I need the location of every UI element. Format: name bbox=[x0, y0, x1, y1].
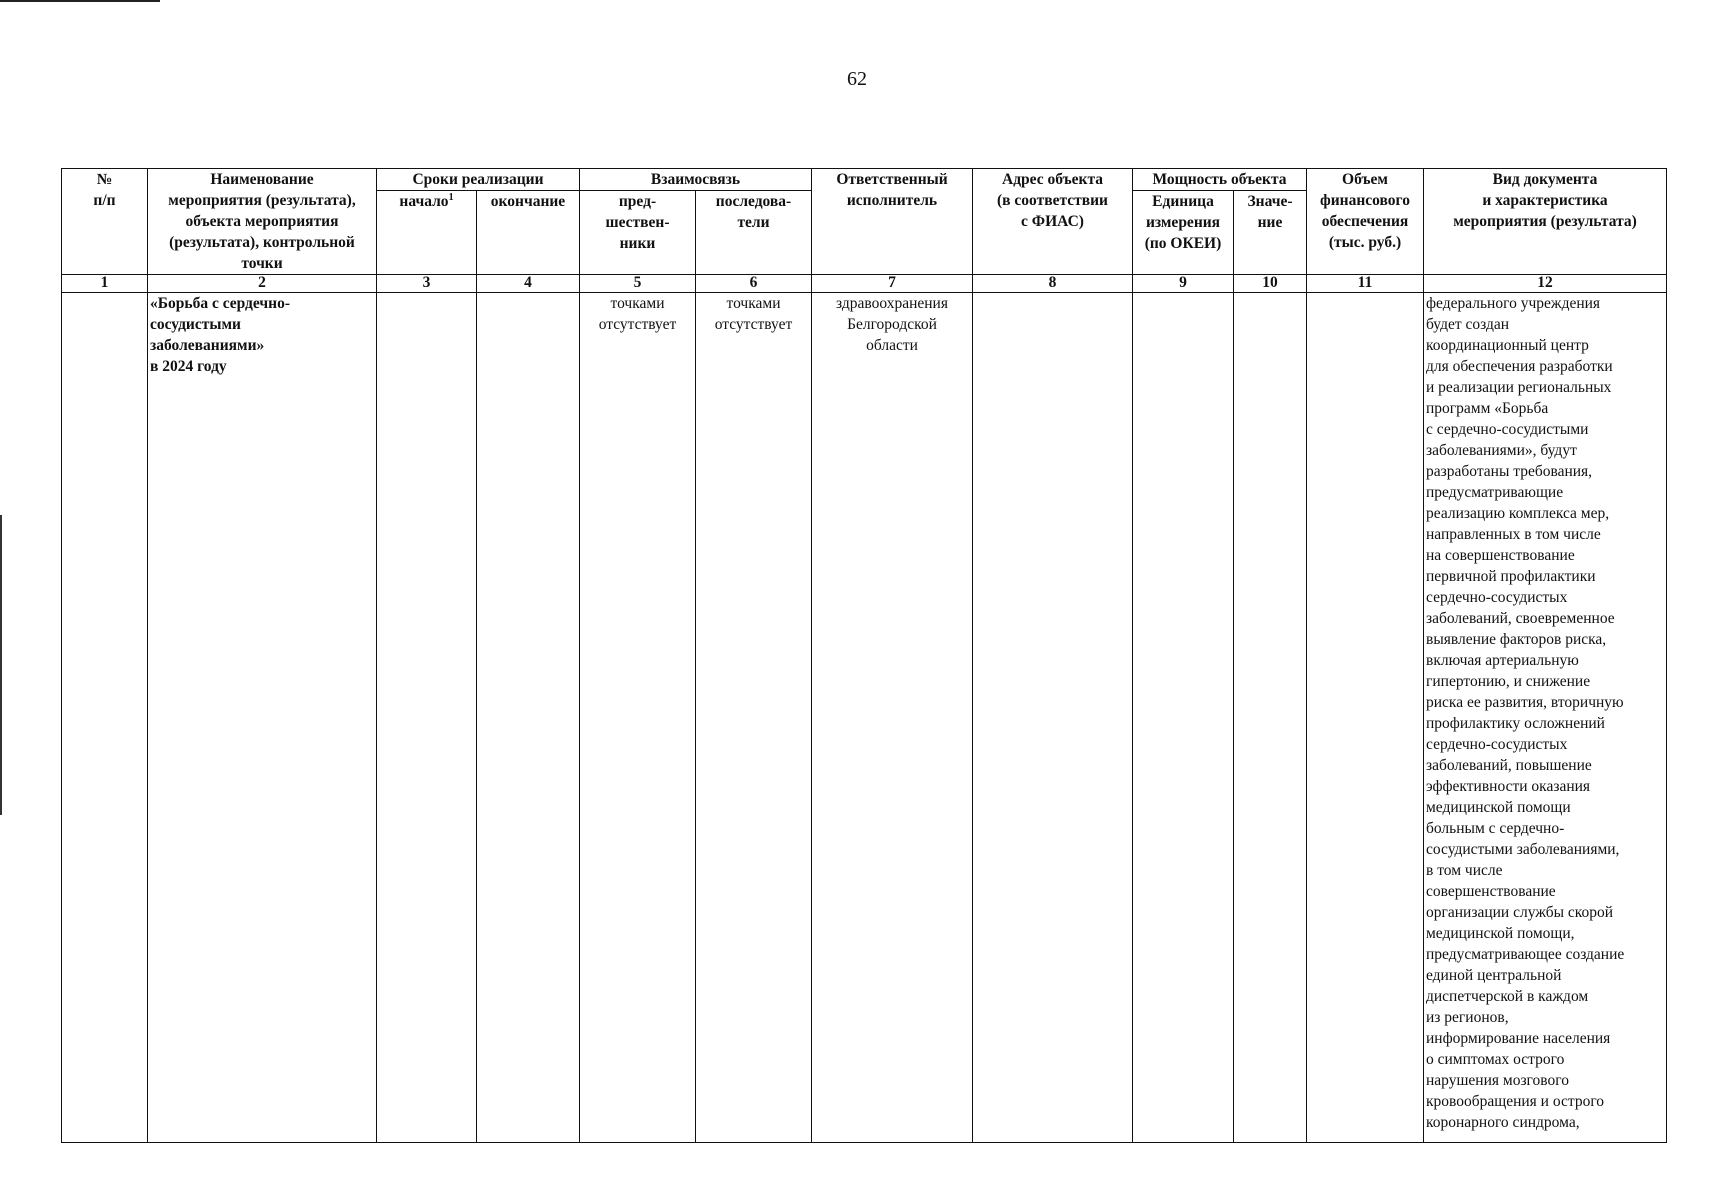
cell-successors: точками отсутствует bbox=[696, 293, 812, 1143]
header-start bbox=[377, 191, 477, 275]
header-capacity: Мощность объекта bbox=[1133, 169, 1307, 191]
column-number: 4 bbox=[477, 275, 580, 293]
cell-responsible: здравоохранения Белгородской области bbox=[812, 293, 973, 1143]
cell-value bbox=[1234, 293, 1307, 1143]
header-deadlines: Сроки реализации bbox=[377, 169, 580, 191]
column-number: 5 bbox=[580, 275, 696, 293]
column-number: 8 bbox=[973, 275, 1133, 293]
cell-address bbox=[973, 293, 1133, 1143]
column-number: 1 bbox=[62, 275, 148, 293]
cell-funding bbox=[1307, 293, 1424, 1143]
header-start-label: начало bbox=[399, 193, 449, 210]
column-number: 12 bbox=[1424, 275, 1667, 293]
header-num: № п/п bbox=[62, 169, 148, 275]
footnote-marker: 1 bbox=[448, 191, 454, 203]
column-number: 11 bbox=[1307, 275, 1424, 293]
header-name: Наименование мероприятия (результата), объекта мероприятия (результата), контрольной точки bbox=[148, 169, 377, 275]
column-number: 2 bbox=[148, 275, 377, 293]
header-relation: Взаимосвязь bbox=[580, 169, 812, 191]
header-funding: Объем финансового обеспечения (тыс. руб.) bbox=[1307, 169, 1424, 275]
page-number: 62 bbox=[847, 68, 867, 90]
cell-unit bbox=[1133, 293, 1234, 1143]
cell-predecessors: точками отсутствует bbox=[580, 293, 696, 1143]
cell-num bbox=[62, 293, 148, 1143]
cell-start bbox=[377, 293, 477, 1143]
cell-name: «Борьба с сердечно- сосудистыми заболеваниями» в 2024 году bbox=[148, 293, 377, 1143]
scan-edge-mark bbox=[0, 0, 160, 2]
header-document: Вид документа и характеристика мероприятия (результата) bbox=[1424, 169, 1667, 275]
column-number: 7 bbox=[812, 275, 973, 293]
column-number: 10 bbox=[1234, 275, 1307, 293]
header-row-top bbox=[62, 169, 1667, 191]
cell-document: федерального учреждения будет создан координационный центр для обеспечения разработки и реализации региональных программ «Борьба с сердечно-сосудистыми заболеваниями», будут разработаны требования, предусматривающие реализацию комплекса мер, направленных в том числе на совершенствование первичной профилактики сердечно-сосудистых заболеваний, своевременное выявление факторов риска, включая артериальную гипертонию, и снижение риска ее развития, вторичную профилактику осложнений сердечно-сосудистых заболеваний, повышение эффективности оказания медицинской помощи больным с сердечно- сосудистыми заболеваниями, в том числе совершенствование организации службы скорой медицинской помощи, предусматривающее создание единой центральной диспетчерской в каждом из регионов, информирование населения о симптомах острого нарушения мозгового кровообращения и острого коронарного синдрома, bbox=[1424, 293, 1667, 1143]
header-successors: последова- тели bbox=[696, 191, 812, 275]
column-number: 6 bbox=[696, 275, 812, 293]
header-responsible: Ответственный исполнитель bbox=[812, 169, 973, 275]
header-value: Значе- ние bbox=[1234, 191, 1307, 275]
header-predecessors: пред- шествен- ники bbox=[580, 191, 696, 275]
table-row bbox=[62, 293, 1667, 1143]
header-end: окончание bbox=[477, 191, 580, 275]
scan-edge-mark-left bbox=[0, 515, 2, 815]
column-number-row bbox=[62, 275, 1667, 293]
cell-end bbox=[477, 293, 580, 1143]
header-address: Адрес объекта (в соответствии с ФИАС) bbox=[973, 169, 1133, 275]
header-unit: Единица измерения (по ОКЕИ) bbox=[1133, 191, 1234, 275]
plan-table bbox=[61, 168, 1667, 1143]
column-number: 3 bbox=[377, 275, 477, 293]
column-number: 9 bbox=[1133, 275, 1234, 293]
